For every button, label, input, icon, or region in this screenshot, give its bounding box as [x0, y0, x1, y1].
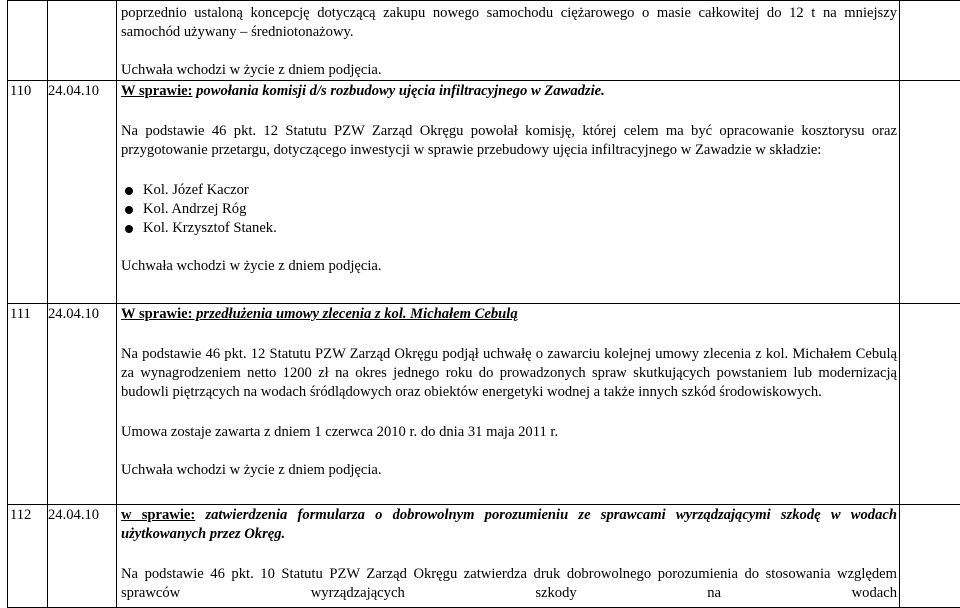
resolution-date: 24.04.10: [48, 81, 116, 101]
title-lead: W sprawie:: [121, 306, 192, 322]
list-item: [121, 181, 897, 200]
closing-statement: Uchwała wchodzi w życie z dniem podjęcia.: [121, 61, 897, 80]
contract-period: Umowa zostaje zawarta z dniem 1 czerwca 2010 r. do dnia 31 maja 2011 r.: [121, 423, 897, 442]
resolutions-table: [7, 0, 960, 608]
title-lead: W sprawie:: [121, 83, 192, 99]
resolution-number: 110: [10, 81, 47, 101]
table-row: [8, 505, 960, 608]
bullet-icon: [125, 225, 133, 233]
resolution-body-cell: [117, 304, 900, 505]
resolution-date-cell: [48, 304, 117, 505]
resolution-date: 24.04.10: [48, 304, 116, 324]
extra-cell: [900, 505, 960, 608]
resolution-number: [10, 1, 47, 2]
resolution-body-cell: [117, 81, 900, 304]
resolution-number-cell: [8, 81, 48, 304]
resolution-number: 112: [10, 505, 47, 525]
resolution-number: 111: [10, 304, 47, 324]
resolution-date: [48, 1, 116, 2]
resolution-paragraph: Na podstawie 46 pkt. 12 Statutu PZW Zarząd Okręgu podjął uchwałę o zawarciu kolejnej umowy zlecenia z kol. Michałem Cebulą za wynagrodzeniem netto 1200 zł na okres jednego roku do prowadzonych spraw skutkujących powstaniem lub modernizacją budowli piętrzących na wodach śródlądowych oraz obiektów energetyki wodnej a także innych szkód środowiskowych.: [121, 345, 897, 402]
continuation-paragraph: poprzednio ustaloną koncepcję dotyczącą zakupu nowego samochodu ciężarowego o masie całkowitej do 12 t na mniejszy samochód używany – średniotonażowy.: [121, 4, 897, 42]
closing-statement: Uchwała wchodzi w życie z dniem podjęcia.: [121, 257, 897, 276]
closing-statement: Uchwała wchodzi w życie z dniem podjęcia.: [121, 461, 897, 480]
extra-cell: [900, 81, 960, 304]
resolution-number-cell: [8, 1, 48, 81]
resolution-date-cell: [48, 81, 117, 304]
table-row: [8, 304, 960, 505]
table-row: [8, 1, 960, 81]
list-item: [121, 200, 897, 219]
resolution-date: 24.04.10: [48, 505, 116, 525]
title-lead: w sprawie:: [121, 507, 195, 523]
member-name: Kol. Krzysztof Stanek.: [143, 220, 277, 236]
resolution-body-cell: [117, 1, 900, 81]
table-row: [8, 81, 960, 304]
resolution-paragraph: Na podstawie 46 pkt. 12 Statutu PZW Zarząd Okręgu powołał komisję, której celem ma być opracowanie kosztorysu oraz przygotowanie przetargu, dotyczącego inwestycji w sprawie przebudowy ujęcia infiltracyjnego w Zawadzie w składzie:: [121, 122, 897, 160]
resolution-title: [121, 505, 897, 544]
resolution-date-cell: [48, 1, 117, 81]
resolution-date-cell: [48, 505, 117, 608]
list-item: [121, 219, 897, 238]
resolution-number-cell: [8, 505, 48, 608]
committee-members-list: [121, 181, 897, 238]
bullet-icon: [125, 187, 133, 195]
resolution-paragraph: Na podstawie 46 pkt. 10 Statutu PZW Zarząd Okręgu zatwierdza druk dobrowolnego porozumienia do stosowania względem sprawców wyrządzających szkody na wodach: [121, 565, 897, 603]
member-name: Kol. Andrzej Róg: [143, 201, 246, 217]
title-subject: przedłużenia umowy zlecenia z kol. Michałem Cebulą: [192, 306, 517, 322]
resolution-title: [121, 81, 897, 101]
title-subject: powołania komisji d/s rozbudowy ujęcia infiltracyjnego w Zawadzie.: [192, 83, 604, 99]
title-subject: zatwierdzenia formularza o dobrowolnym porozumieniu ze sprawcami wyrządzającymi szkodę w wodach użytkowanych przez Okręg.: [121, 507, 897, 542]
bullet-icon: [125, 206, 133, 214]
extra-cell: [900, 304, 960, 505]
resolution-title: [121, 304, 897, 324]
resolution-body-cell: [117, 505, 900, 608]
extra-cell: [900, 1, 960, 81]
resolution-number-cell: [8, 304, 48, 505]
member-name: Kol. Józef Kaczor: [143, 182, 249, 198]
